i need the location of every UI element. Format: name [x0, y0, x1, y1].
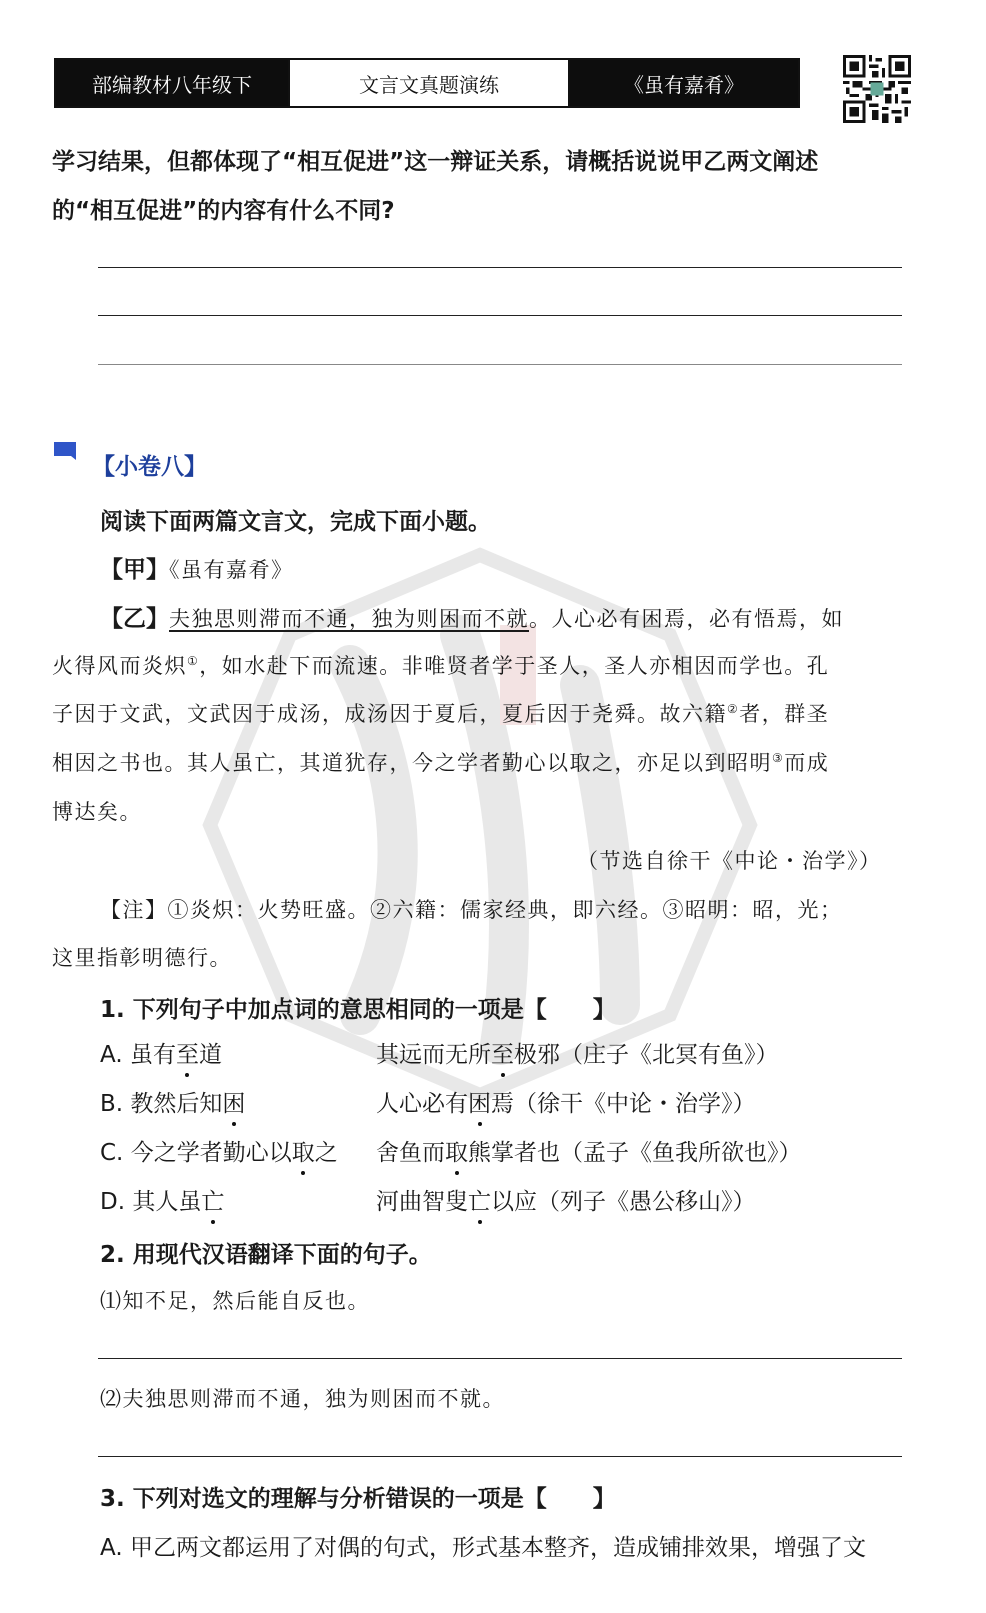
yi-text: 相因之书也。其人虽亡，其道犹存，今之学者勤心以取之，亦足以到昭明 — [52, 751, 772, 775]
yi-underlined: 夫独思则滞而不通，独为则困而不就 — [169, 607, 529, 631]
option-letter: A. — [100, 1042, 130, 1068]
q3-stem: 3. 下列对选文的理解与分析错误的一项是【 】 — [100, 1486, 616, 1512]
q1-option-b-right — [376, 1085, 756, 1118]
yi-text: 子因于文武，文武因于成汤，成汤因于夏后，夏后因于尧舜。故六籍 — [52, 702, 727, 726]
yi-label: 【乙】 — [100, 606, 169, 632]
dotted-word: 至 — [176, 1036, 199, 1069]
intro-line-2: 的“相互促进”的内容有什么不同? — [52, 198, 395, 224]
dotted-word: 亡 — [468, 1183, 491, 1216]
yi-text: 者，群圣 — [739, 702, 830, 726]
q2-sentence-2: ⑵夫独思则滞而不通，独为则困而不就。 — [100, 1387, 505, 1411]
option-text: 以应（列子《愚公移山》） — [491, 1189, 756, 1215]
header-bar — [54, 58, 800, 108]
yi-line-3 — [52, 698, 829, 728]
option-text: 其远而无所 — [376, 1042, 491, 1068]
answer-line[interactable] — [98, 1358, 902, 1359]
qr-code-icon — [843, 55, 911, 123]
jia-title: 《虽有嘉肴》 — [169, 558, 294, 582]
notes-line-2: 这里指彰明德行。 — [52, 946, 232, 970]
option-text: 焉（徐干《中论・治学》） — [491, 1091, 756, 1117]
option-text: 教然后知 — [130, 1091, 223, 1117]
jia-line — [100, 551, 294, 584]
note-ref: ③ — [772, 751, 785, 765]
q1-stem: 1. 下列句子中加点词的意思相同的一项是【 】 — [100, 997, 616, 1023]
dotted-word: 困 — [222, 1085, 245, 1118]
answer-line[interactable] — [98, 1456, 902, 1457]
yi-source: （节选自徐干《中论・治学》） — [577, 849, 882, 873]
note-ref: ① — [187, 654, 200, 668]
option-text: 舍鱼而 — [376, 1140, 445, 1166]
instruction: 阅读下面两篇文言文，完成下面小题。 — [100, 509, 491, 535]
q1-option-a-left[interactable] — [100, 1036, 222, 1069]
dotted-word: 取 — [445, 1134, 468, 1167]
yi-text: 而成 — [784, 751, 830, 775]
q1-option-b-left[interactable] — [100, 1085, 245, 1118]
note-ref: ② — [727, 702, 740, 716]
q1-option-d-left[interactable] — [100, 1183, 224, 1216]
option-text: 极邪（庄子《北冥有鱼》） — [514, 1042, 779, 1068]
q1-option-d-right — [376, 1183, 756, 1216]
option-text: 虽有 — [129, 1042, 176, 1068]
yi-line-1 — [100, 600, 844, 633]
dotted-word: 至 — [491, 1036, 514, 1069]
yi-line-4 — [52, 747, 829, 777]
yi-line1-rest: 。人心必有困焉，必有悟焉，如 — [529, 607, 844, 631]
q3-option-a[interactable]: A. 甲乙两文都运用了对偶的句式，形式基本整齐，造成铺排效果，增强了文 — [100, 1535, 866, 1561]
header-lesson: 《虽有嘉肴》 — [570, 60, 798, 106]
option-text: 熊掌者也（孟子《鱼我所欲也》） — [468, 1140, 802, 1166]
option-text: 今之学者勤心以 — [130, 1140, 292, 1166]
yi-text: ，如水赴下而流速。非唯贤者学于圣人，圣人亦相因而学也。孔 — [199, 654, 830, 678]
q2-stem: 2. 用现代汉语翻译下面的句子。 — [100, 1242, 432, 1268]
q1-option-c-left[interactable] — [100, 1134, 338, 1167]
answer-line[interactable] — [98, 315, 902, 316]
option-text: 人心必有 — [376, 1091, 468, 1117]
yi-line-5: 博达矣。 — [52, 800, 142, 824]
answer-line[interactable] — [98, 364, 902, 365]
intro-line-1: 学习结果，但都体现了“相互促进”这一辩证关系，请概括说说甲乙两文阐述 — [52, 149, 819, 175]
notes-line-1: 【注】①炎炽：火势旺盛。②六籍：儒家经典，即六经。③昭明：昭，光； — [100, 898, 843, 922]
dotted-word: 亡 — [201, 1183, 224, 1216]
section-title: 【小卷八】 — [92, 454, 207, 480]
q2-sentence-1: ⑴知不足，然后能自反也。 — [100, 1289, 370, 1313]
header-grade: 部编教材八年级下 — [56, 60, 288, 106]
option-letter: C. — [100, 1140, 131, 1166]
header-subject: 文言文真题演练 — [288, 60, 570, 106]
answer-line[interactable] — [98, 267, 902, 268]
yi-line-2 — [52, 650, 829, 680]
jia-label: 【甲】 — [100, 557, 169, 583]
option-letter: D. — [100, 1189, 133, 1215]
option-text: 之 — [314, 1140, 338, 1166]
q1-option-a-right — [376, 1036, 779, 1069]
dotted-word: 取 — [292, 1134, 315, 1167]
option-text: 道 — [198, 1042, 222, 1068]
q1-option-c-right — [376, 1134, 802, 1167]
option-letter: B. — [100, 1091, 131, 1117]
yi-text: 火得风而炎炽 — [52, 654, 187, 678]
option-text: 河曲智叟 — [376, 1189, 468, 1215]
bookmark-icon — [52, 440, 78, 464]
option-text: 其人虽 — [132, 1189, 202, 1215]
dotted-word: 困 — [468, 1085, 491, 1118]
